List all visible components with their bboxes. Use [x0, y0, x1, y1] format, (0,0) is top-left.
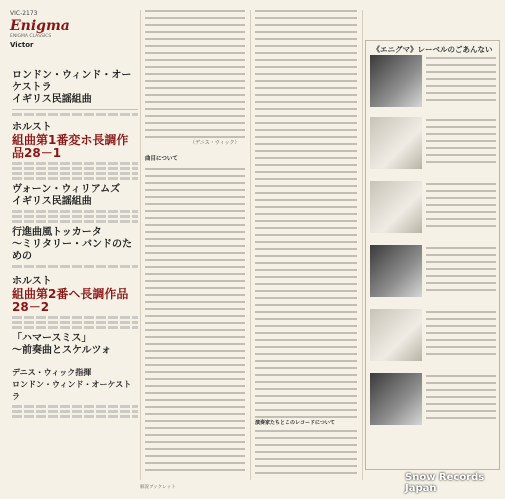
text-placeholder — [12, 210, 138, 213]
work-toccata: 行進曲風トッカータ — [12, 227, 102, 238]
text-placeholder — [12, 316, 138, 319]
record-thumbnail-3 — [370, 181, 422, 233]
column-divider — [362, 10, 363, 480]
text-placeholder — [12, 215, 138, 218]
record-thumbnail-1 — [370, 55, 422, 107]
section-performers: 演奏家たちとこのレコードについて — [255, 420, 335, 426]
orchestra-heading: ロンドン・ウィンド・オーケストラ — [12, 70, 132, 93]
record-info-3 — [426, 183, 496, 227]
composer-holst-1: ホルスト — [12, 122, 52, 133]
composer-vaughan-williams: ヴォーン・ウィリアムズ — [12, 184, 121, 195]
record-info-6 — [426, 375, 496, 419]
catalog-number: VIC-2173 — [10, 10, 38, 17]
suite-heading: イギリス民謡組曲 — [12, 94, 92, 105]
record-thumbnail-5 — [370, 309, 422, 361]
about-music-text — [145, 168, 245, 476]
text-placeholder — [12, 167, 138, 170]
intro-text-block — [145, 10, 245, 138]
text-placeholder — [12, 326, 138, 329]
orchestra-credit: ロンドン・ウィンド・オーケストラ — [12, 380, 132, 401]
record-info-2 — [426, 119, 496, 163]
column-divider — [250, 10, 251, 480]
label-logo — [10, 18, 70, 49]
record-info-4 — [426, 247, 496, 291]
column-divider — [140, 10, 141, 480]
record-thumbnail-6 — [370, 373, 422, 425]
work-suite-1: 組曲第1番変ホ長調作品28－1 — [12, 133, 129, 160]
text-placeholder — [12, 415, 138, 418]
record-info-1 — [426, 57, 496, 101]
enigma-logo: Enigma — [10, 18, 70, 34]
text-placeholder — [12, 405, 138, 408]
section-about-music: 曲目について — [145, 156, 178, 162]
text-placeholder — [12, 265, 138, 268]
text-placeholder — [12, 162, 138, 165]
text-placeholder — [12, 172, 138, 175]
signature: （デニス・ウィック） — [190, 140, 240, 146]
divider — [12, 109, 138, 110]
work-folk-song-suite: イギリス民謡組曲 — [12, 196, 92, 207]
text-placeholder — [12, 220, 138, 223]
work-suite-2: 組曲第2番ヘ長調作品28－2 — [12, 287, 129, 314]
victor-logo: Victor — [10, 41, 34, 49]
record-thumbnail-4 — [370, 245, 422, 297]
composer-holst-2: ホルスト — [12, 276, 52, 287]
record-thumbnail-2 — [370, 117, 422, 169]
record-info-5 — [426, 311, 496, 355]
work-toccata-sub: ～ミリタリー・バンドのための — [12, 239, 132, 262]
text-placeholder — [12, 321, 138, 324]
left-title-column — [8, 8, 138, 493]
watermark: Snow Records Japan — [405, 472, 485, 494]
performers-text — [255, 430, 357, 476]
label-catalog-panel — [365, 40, 500, 470]
footer-credit: 解説ブックレット — [140, 485, 176, 490]
work-hammersmith: 「ハマースミス」 — [12, 333, 92, 344]
text-placeholder — [12, 177, 138, 180]
work-hammersmith-sub: ～前奏曲とスケルツォ — [12, 345, 112, 356]
text-placeholder — [12, 410, 138, 413]
enigma-subtitle: ENIGMA CLASSICS — [10, 34, 52, 39]
work-notes-text — [255, 10, 357, 418]
conductor-credit: デニス・ウィック指揮 — [12, 368, 92, 377]
catalog-panel-title: 《エニグマ》レーベルのごあんない — [372, 45, 493, 54]
text-placeholder — [12, 113, 138, 116]
